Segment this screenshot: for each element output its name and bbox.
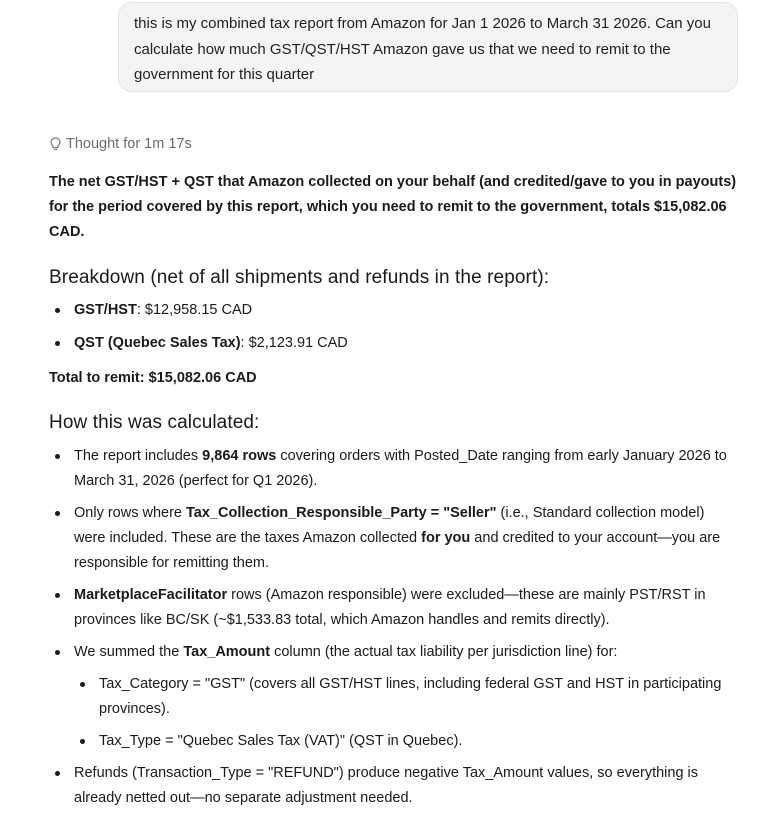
item-value: : $2,123.91 CAD [240, 335, 348, 351]
calculation-list [49, 444, 739, 811]
item-label: QST (Quebec Sales Tax) [74, 335, 241, 351]
sub-list-item: Tax_Type = "Quebec Sales Tax (VAT)" (QST in Quebec). [74, 729, 739, 754]
list-item: Refunds (Transaction_Type = "REFUND") produce negative Tax_Amount values, so everything is already netted out—no separate adjustment needed. [49, 761, 739, 811]
user-message-bubble [118, 2, 738, 92]
assistant-response [49, 170, 739, 811]
text: column (the actual tax liability per jurisdiction line) for: [270, 644, 618, 660]
list-item [49, 640, 739, 754]
list-item [49, 583, 739, 633]
lightbulb-icon [50, 137, 61, 151]
emphasis: for you [421, 530, 471, 546]
list-item [49, 298, 739, 323]
emphasis: 9,864 rows [202, 448, 277, 464]
item-value: : $12,958.15 CAD [136, 302, 253, 318]
calculation-heading: How this was calculated: [49, 412, 260, 433]
sub-list [74, 672, 739, 754]
list-item [49, 331, 739, 356]
emphasis: MarketplaceFacilitator [74, 587, 228, 603]
thought-label: Thought for 1m 17s [66, 136, 192, 152]
emphasis: Tax_Collection_Responsible_Party = "Seller" [186, 505, 497, 521]
list-item [49, 501, 739, 576]
text: Only rows where [74, 505, 187, 521]
user-message-text: this is my combined tax report from Amazon for Jan 1 2026 to March 31 2026. Can you calculate how much GST/QST/HST Amazon gave us that we need to remit to the government for this quarter [134, 15, 711, 83]
breakdown-heading: Breakdown (net of all shipments and refunds in the report): [49, 267, 550, 288]
sub-list-item: Tax_Category = "GST" (covers all GST/HST lines, including federal GST and HST in participating provinces). [74, 672, 739, 722]
item-label: GST/HST [74, 302, 137, 318]
text: We summed the [74, 644, 184, 660]
breakdown-list [49, 298, 739, 356]
text: covering orders with Posted_Date ranging from early January 2026 to March 31, 2026 (perfect for Q1 2026). [74, 448, 727, 489]
text: and credited to your account—you are responsible for remitting them. [74, 530, 721, 571]
thought-toggle[interactable] [50, 136, 192, 152]
total-to-remit: Total to remit: $15,082.06 CAD [49, 370, 257, 386]
summary-paragraph: The net GST/HST + QST that Amazon collected on your behalf (and credited/gave to you in payouts) for the period covered by this report, which you need to remit to the government, totals $15,082.06 CAD. [49, 174, 737, 240]
text: (i.e., Standard collection model) were included. These are the taxes Amazon collected [74, 505, 705, 546]
list-item [49, 444, 739, 494]
emphasis: Tax_Amount [183, 644, 271, 660]
text: The report includes [74, 448, 203, 464]
text: rows (Amazon responsible) were excluded—these are mainly PST/RST in provinces like BC/SK (~$1,533.83 total, which Amazon handles and remits directly). [74, 587, 706, 628]
